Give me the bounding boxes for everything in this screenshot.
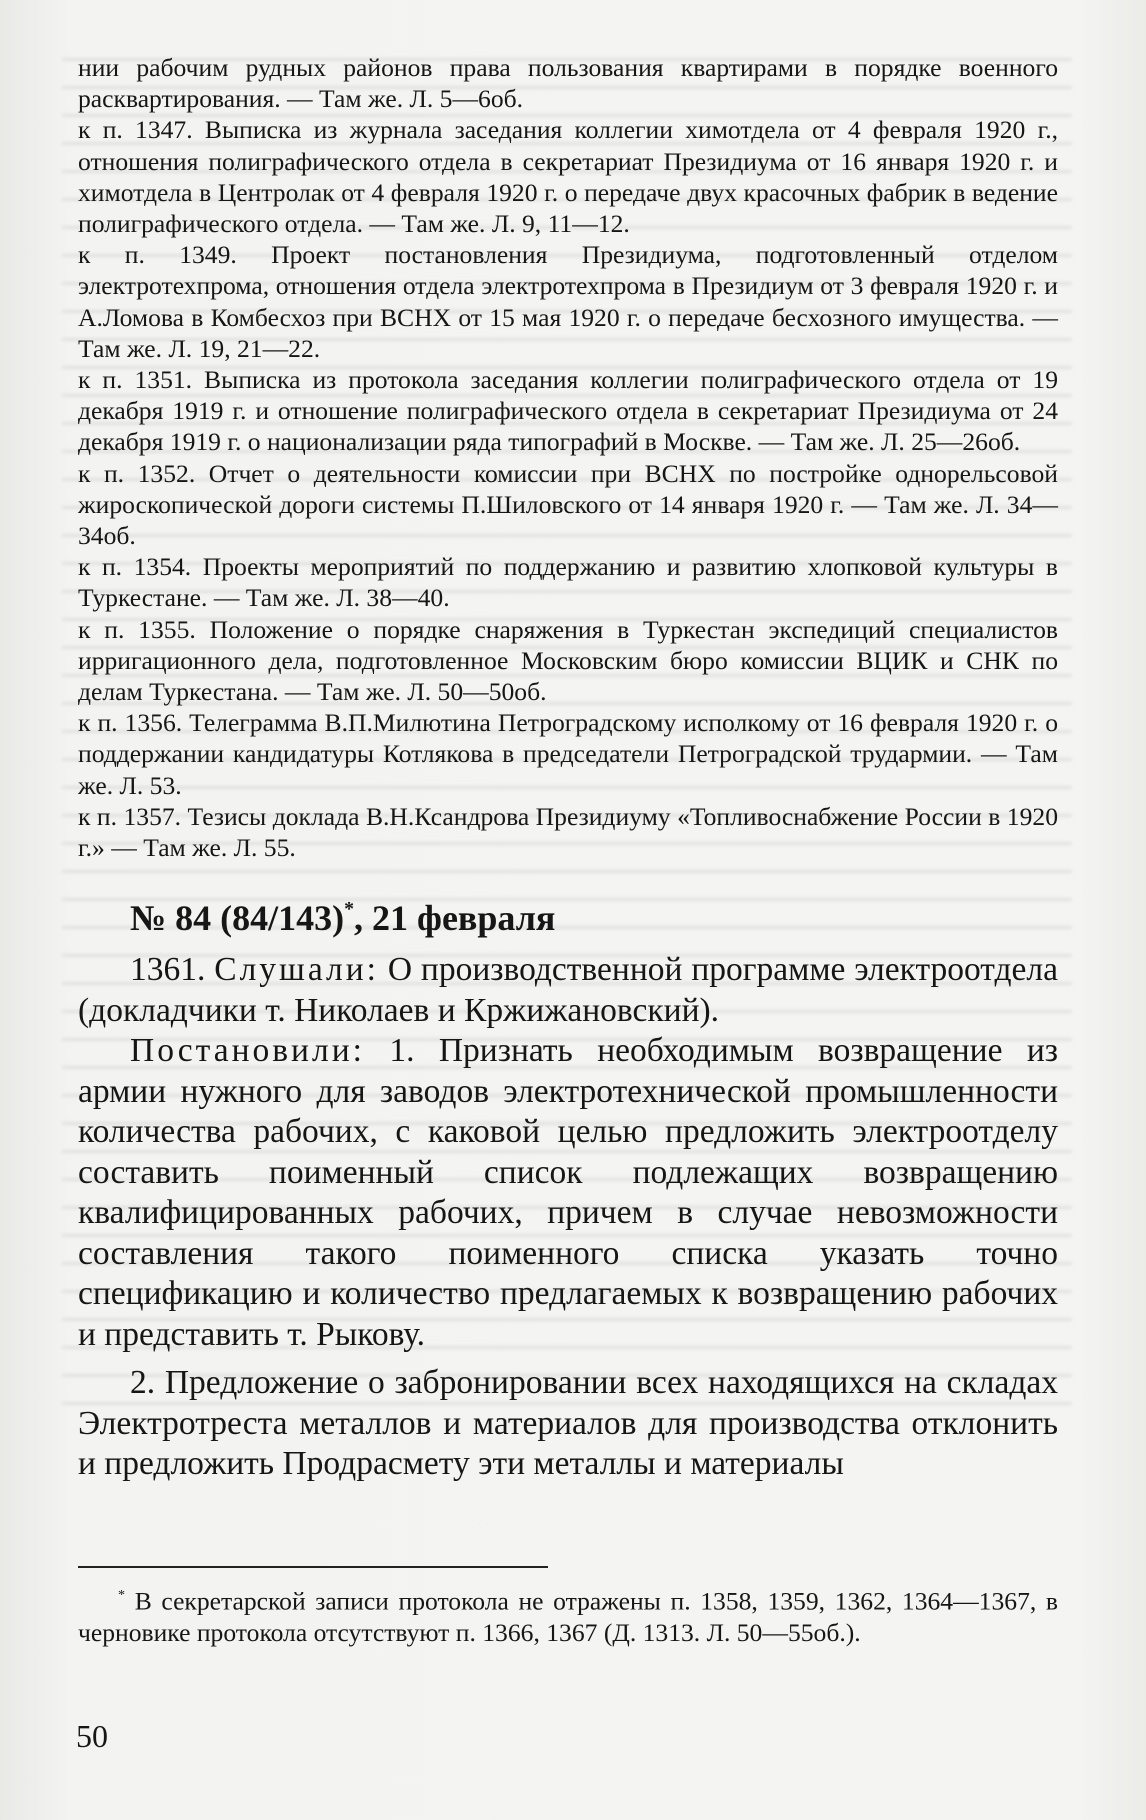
section-heading (78, 887, 1058, 940)
section-number: № 84 (84/143) (130, 898, 345, 939)
archive-note: к п. 1356. Телеграмма В.П.Милютина Петроградскому исполкому от 16 февраля 1920 г. о поддержании кандидатуры Котлякова в председатели Петроградской трудармии. — Там же. Л. 53. (78, 708, 1058, 800)
heard-text: О производственной программе электроотдела (докладчики т. Николаев и Кржижановский). (78, 951, 1058, 1029)
heard-label: Слушали: (214, 951, 379, 989)
archive-note: к п. 1347. Выписка из журнала заседания коллегии химотдела от 4 февраля 1920 г., отношения полиграфического отдела в секретариат Президиума от 16 января 1920 г. и химотдела в Центролак от 4 февраля 1920 г. о передаче двух красочных фабрик в ведение полиграфического отдела. — Там же. Л. 9, 11—12. (78, 115, 1058, 239)
footnote-mark: * (344, 898, 355, 921)
archive-notes (78, 52, 1058, 863)
archive-note: к п. 1349. Проект постановления Президиума, подготовленный отделом электротехпрома, отношения отдела электротехпрома в Президиум от 3 февраля 1920 г. и А.Ломова в Комбесхоз при ВСНХ от 15 мая 1920 г. о передаче бесхозного имущества. — Там же. Л. 19, 21—22. (78, 240, 1058, 363)
item-point-2: 2. Предложение о забронировании всех находящихся на складах Электротреста металлов и материалов для производства отклонить и предложить Продрасмету эти металлы и материалы (78, 1364, 1058, 1483)
archive-note: к п. 1355. Положение о порядке снаряжения в Туркестан экспедиций специалистов ирригационного дела, подготовленное Московским бюро комиссии ВЦИК и СНК по делам Туркестана. — Там же. Л. 50—50об. (78, 614, 1058, 707)
item-number: 1361. (130, 951, 206, 989)
text-column (78, 52, 1058, 1485)
resolved-label: Постановили: (130, 1032, 365, 1070)
footnote-text: В секретарской записи протокола не отражены п. 1358, 1359, 1362, 1364—1367, в черновике протокола отсутствуют п. 1366, 1367 (Д. 1313. Л. 50—55об.). (78, 1586, 1058, 1648)
footnote-rule (78, 1566, 548, 1568)
archive-note: к п. 1351. Выписка из протокола заседания коллегии полиграфического отдела от 19 декабря 1919 г. и отношение полиграфического отдела в секретариат Президиума от 24 декабря 1919 г. о национализации ряда типографий в Москве. — Там же. Л. 25—26об. (78, 365, 1058, 457)
item-heard (78, 950, 1058, 1031)
archive-note: к п. 1354. Проекты мероприятий по поддержанию и развитию хлопковой культуры в Туркестане. — Там же. Л. 38—40. (78, 552, 1058, 613)
archive-note: нии рабочим рудных районов права пользования квартирами в порядке военного расквартирования. — Там же. Л. 5—6об. (78, 53, 1058, 114)
archive-note: к п. 1352. Отчет о деятельности комиссии при ВСНХ по постройке однорельсовой жироскопической дороги системы П.Шиловского от 14 января 1920 г. — Там же. Л. 34—34об. (78, 458, 1058, 551)
resolved-text: 1. Признать необходимым возвращение из армии нужного для заводов электротехнической промышленности количества рабочих, с каковой целью предложить электроотделу составить поименный список подлежащих возвращению квалифицированных рабочих, причем в случае невозможности составления такого поименного списка указать точно спецификацию и количество предлагаемых к возвращению рабочих и представить т. Рыкову. (78, 1032, 1058, 1353)
page-number: 50 (76, 1718, 108, 1754)
item-resolved (78, 1031, 1058, 1355)
archive-note: к п. 1357. Тезисы доклада В.Н.Ксандрова Президиуму «Топливоснабжение России в 1920 г.» — Там же. Л. 55. (78, 801, 1058, 863)
footnote (78, 1580, 1058, 1649)
protocol-body (78, 950, 1058, 1485)
section-date: , 21 февраля (354, 898, 556, 939)
footnote-mark: * (118, 1587, 126, 1603)
